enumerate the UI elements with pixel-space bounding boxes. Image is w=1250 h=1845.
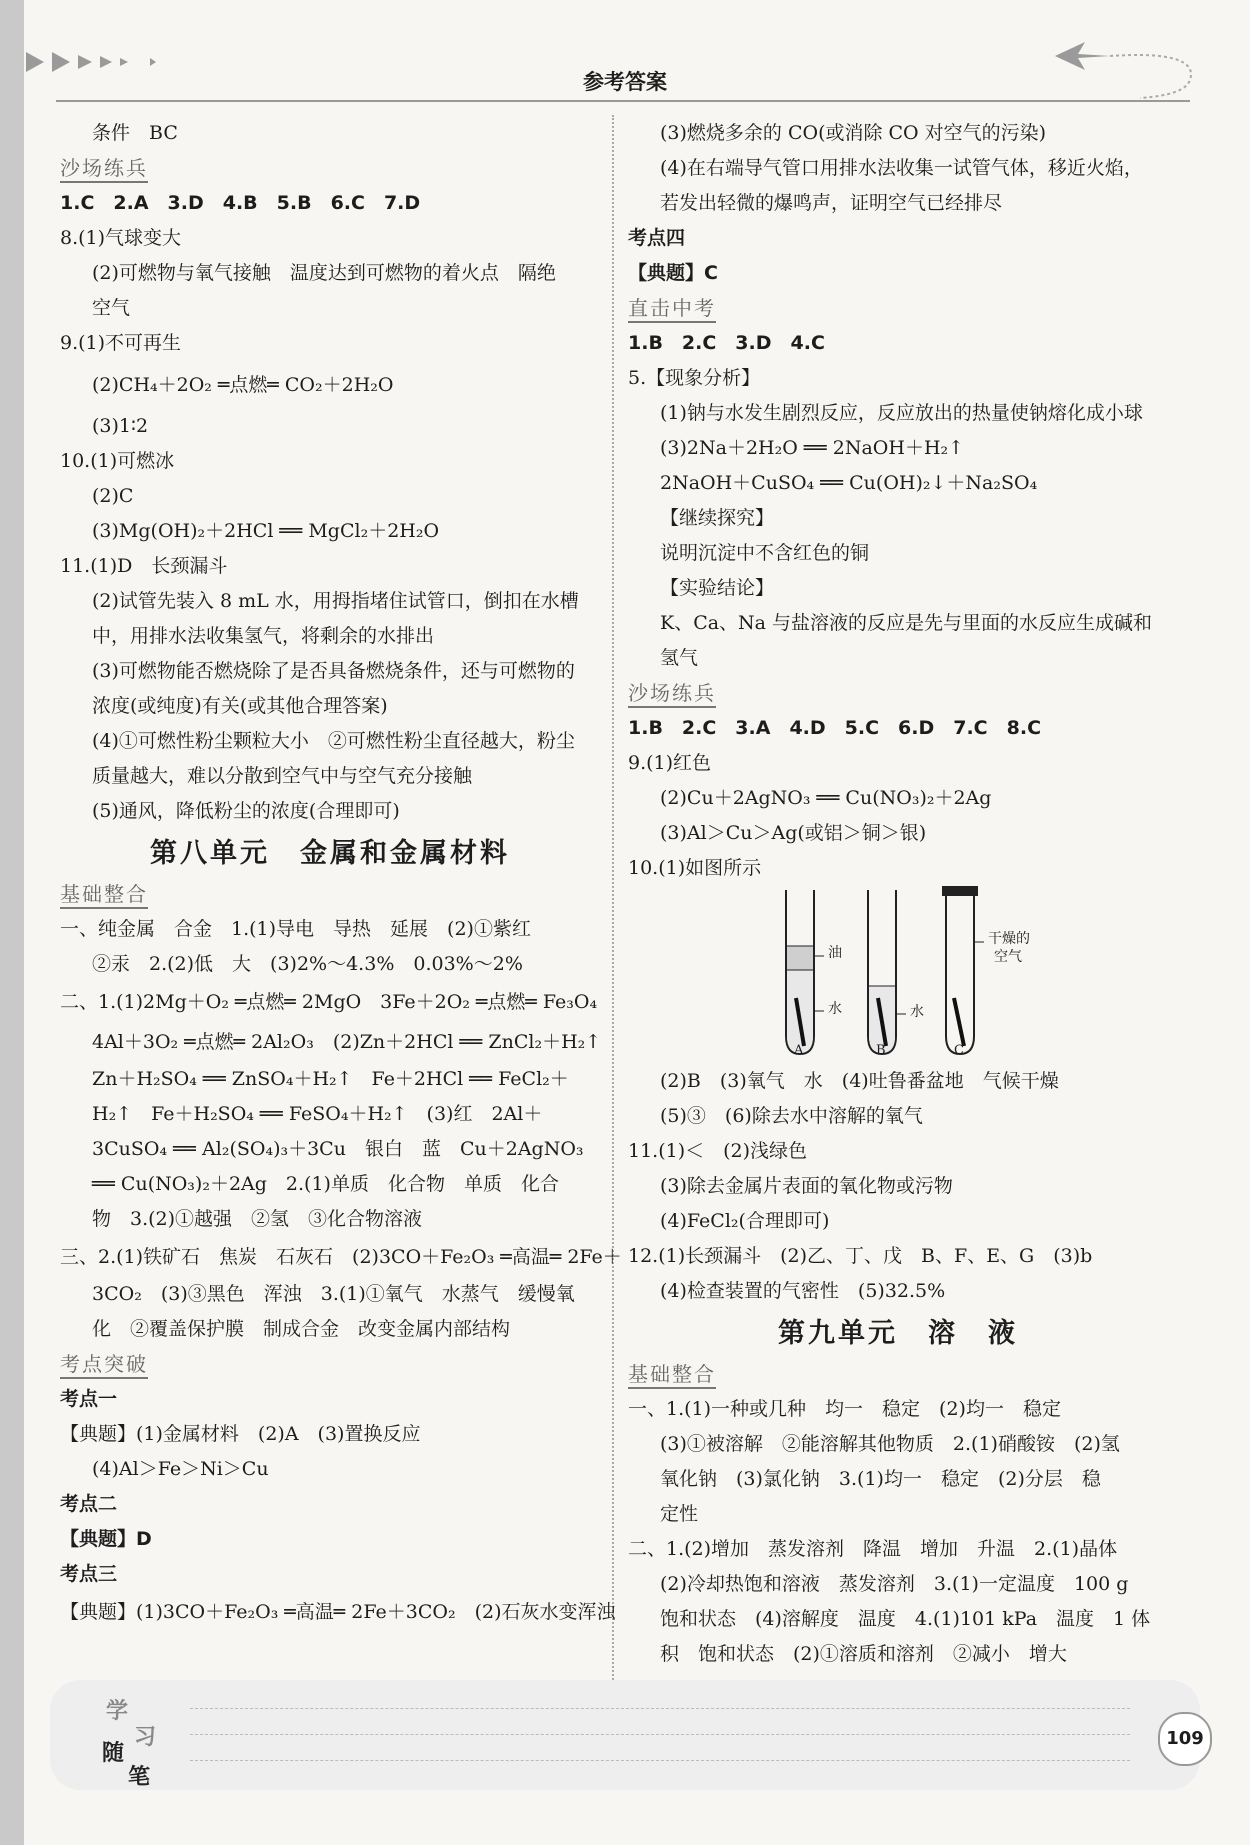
answer-line: (2)B (3)氧气 水 (4)吐鲁番盆地 气候干燥 (660, 1070, 1059, 1092)
answer-line: (5)③ (6)除去水中溶解的氧气 (660, 1105, 923, 1127)
answer-line: 氢气 (660, 647, 699, 669)
answer-line: 10.(1)可燃冰 (60, 450, 175, 472)
study-char: 笔 (128, 1765, 151, 1790)
answer-line: 定性 (660, 1503, 699, 1525)
answer-line: 物 3.(2)①越强 ②氢 ③化合物溶液 (92, 1208, 423, 1230)
answer-line: (4)Al＞Fe＞Ni＞Cu (92, 1458, 269, 1480)
answer-line: 11.(1)＜ (2)浅绿色 (628, 1140, 808, 1162)
page-title: 参考答案 (583, 70, 667, 94)
answer-line: 12.(1)长颈漏斗 (2)乙、丁、戊 B、F、E、G (3)b (628, 1245, 1093, 1267)
note-line (190, 1708, 1130, 1709)
test-tube-diagram (628, 886, 1168, 1064)
answer-line: (3)Al＞Cu＞Ag(或铝＞铜＞银) (660, 822, 927, 844)
answer-line: 一、1.(1)一种或几种 均一 稳定 (2)均一 稳定 (628, 1398, 1061, 1420)
study-char: 学 (106, 1699, 129, 1724)
page-number: 109 (1158, 1712, 1212, 1766)
answer-line: 10.(1)如图所示 (628, 857, 762, 879)
left-edge-band (0, 0, 24, 1845)
answer-line: 3CO₂ (3)③黑色 浑浊 3.(1)①氧气 水蒸气 缓慢氧 (92, 1283, 575, 1305)
section-heading: 沙场练兵 (628, 680, 716, 708)
answer-line: 1.B 2.C 3.D 4.C (628, 332, 825, 354)
equation-line: 2NaOH＋CuSO₄ ══ Cu(OH)₂↓＋Na₂SO₄ (660, 472, 1038, 494)
section-heading: 考点突破 (60, 1351, 148, 1379)
tube-b-label: B (876, 1043, 886, 1058)
left-column (60, 116, 622, 1632)
answer-line: K、Ca、Na 与盐溶液的反应是先与里面的水反应生成碱和 (660, 612, 1153, 634)
answer-line: 质量越大，难以分散到空气中与空气充分接触 (92, 765, 473, 787)
label-dry-air-2: 空气 (994, 949, 1022, 965)
answer-line: 1.B 2.C 3.A 4.D 5.C 6.D 7.C 8.C (628, 717, 1042, 739)
equation-line: 二、1.(1)2Mg＋O₂ ═点燃═ 2MgO 3Fe＋2O₂ ═点燃═ Fe₃O₄ (60, 991, 598, 1013)
equation-line: 3CuSO₄ ══ Al₂(SO₄)₃＋3Cu 银白 蓝 Cu＋2AgNO₃ (92, 1138, 584, 1160)
answer-line: 若发出轻微的爆鸣声，证明空气已经排尽 (660, 192, 1003, 214)
answer-line: 1.C 2.A 3.D 4.B 5.B 6.C 7.D (60, 192, 421, 214)
answer-line: 空气 (92, 297, 131, 319)
unit-title: 第八单元 金属和金属材料 (150, 838, 510, 869)
answer-line: (3)可燃物能否燃烧除了是否具备燃烧条件，还与可燃物的 (92, 660, 575, 682)
subsection-heading: 考点一 (60, 1388, 118, 1410)
answer-line: 8.(1)气球变大 (60, 227, 182, 249)
label-oil: 油 (828, 945, 842, 961)
study-char: 习 (134, 1725, 157, 1750)
answer-line: 9.(1)红色 (628, 752, 712, 774)
answer-line: 积 饱和状态 (2)①溶质和溶剂 ②减小 增大 (660, 1643, 1067, 1665)
answer-line: ②汞 2.(2)低 大 (3)2%～4.3% 0.03%～2% (92, 953, 523, 975)
header-rule (56, 100, 1190, 102)
subsection-heading: 考点二 (60, 1493, 118, 1515)
equation-line: Zn＋H₂SO₄ ══ ZnSO₄＋H₂↑ Fe＋2HCl ══ FeCl₂＋ (92, 1068, 569, 1090)
study-notes-footer (50, 1680, 1200, 1790)
note-line (190, 1734, 1130, 1735)
study-notes-badge (72, 1690, 162, 1790)
answer-line: (3)燃烧多余的 CO(或消除 CO 对空气的污染) (660, 122, 1047, 144)
subsection-heading: 考点三 (60, 1563, 118, 1585)
test-tubes-illustration (628, 886, 1168, 1064)
note-line (190, 1760, 1130, 1761)
answer-line: 二、1.(2)增加 蒸发溶剂 降温 增加 升温 2.(1)晶体 (628, 1538, 1118, 1560)
answer-line: 说明沉淀中不含红色的铜 (660, 542, 870, 564)
equation-line: ══ Cu(NO₃)₂＋2Ag 2.(1)单质 化合物 单质 化合 (92, 1173, 559, 1195)
answer-line: (4)①可燃性粉尘颗粒大小 ②可燃性粉尘直径越大，粉尘 (92, 730, 575, 752)
equation-line: (2)Cu＋2AgNO₃ ══ Cu(NO₃)₂＋2Ag (660, 787, 992, 809)
answer-line: 9.(1)不可再生 (60, 332, 182, 354)
answer-line: 氧化钠 (3)氯化钠 3.(1)均一 稳定 (2)分层 稳 (660, 1468, 1101, 1490)
label-water-a: 水 (828, 1001, 842, 1017)
answer-line: (4)在右端导气管口用排水法收集一试管气体，移近火焰， (660, 157, 1143, 179)
answer-line: (3)1∶2 (92, 415, 149, 437)
answer-line: 浓度(或纯度)有关(或其他合理答案) (92, 695, 388, 717)
section-heading: 基础整合 (628, 1361, 716, 1389)
equation-line: H₂↑ Fe＋H₂SO₄ ══ FeSO₄＋H₂↑ (3)红 2Al＋ (92, 1103, 543, 1125)
text-line: 条件 BC (92, 122, 178, 144)
equation-line: (3)Mg(OH)₂＋2HCl ══ MgCl₂＋2H₂O (92, 520, 440, 542)
label-water-b: 水 (910, 1004, 924, 1020)
unit-title: 第九单元 溶 液 (778, 1318, 1018, 1349)
page-header (0, 0, 1250, 110)
answer-line: (3)除去金属片表面的氧化物或污物 (660, 1175, 953, 1197)
subsection-heading: 考点四 (628, 227, 686, 249)
answer-line: 5.【现象分析】 (628, 367, 761, 389)
tube-c-label: C (954, 1043, 964, 1058)
answer-line: (5)通风，降低粉尘的浓度(合理即可) (92, 800, 400, 822)
answer-line: (3)①被溶解 ②能溶解其他物质 2.(1)硝酸铵 (2)氢 (660, 1433, 1120, 1455)
answer-line: 饱和状态 (4)溶解度 温度 4.(1)101 kPa 温度 1 体 (660, 1608, 1151, 1630)
section-heading: 直击中考 (628, 295, 716, 323)
equation-line: (2)CH₄＋2O₂ ═点燃═ CO₂＋2H₂O (92, 374, 394, 396)
column-divider (612, 115, 614, 1680)
section-heading: 沙场练兵 (60, 155, 148, 183)
answer-line: 化 ②覆盖保护膜 制成合金 改变金属内部结构 (92, 1318, 511, 1340)
answer-line: 中，用排水法收集氢气，将剩余的水排出 (92, 625, 435, 647)
answer-line: (1)钠与水发生剧烈反应，反应放出的热量使钠熔化成小球 (660, 402, 1143, 424)
subsection-heading: 【继续探究】 (660, 507, 775, 529)
answer-line: 【典题】C (628, 262, 718, 284)
section-heading: 基础整合 (60, 881, 148, 909)
subsection-heading: 【实验结论】 (660, 577, 775, 599)
answer-line: (2)可燃物与氧气接触 温度达到可燃物的着火点 隔绝 (92, 262, 556, 284)
equation-line: 【典题】(1)3CO＋Fe₂O₃ ═高温═ 2Fe＋3CO₂ (2)石灰水变浑浊 (60, 1601, 616, 1623)
study-char: 随 (102, 1741, 125, 1766)
label-dry-air: 干燥的 (988, 931, 1030, 947)
answer-line: (2)试管先装入 8 mL 水，用拇指堵住试管口，倒扣在水槽 (92, 590, 579, 612)
tube-a-label: A (794, 1043, 804, 1058)
answer-line: 一、纯金属 合金 1.(1)导电 导热 延展 (2)①紫红 (60, 918, 531, 940)
answer-line: 【典题】D (60, 1528, 152, 1550)
equation-line: 三、2.(1)铁矿石 焦炭 石灰石 (2)3CO＋Fe₂O₃ ═高温═ 2Fe＋ (60, 1246, 622, 1268)
equation-line: (3)2Na＋2H₂O ══ 2NaOH＋H₂↑ (660, 437, 965, 459)
equation-line: 4Al＋3O₂ ═点燃═ 2Al₂O₃ (2)Zn＋2HCl ══ ZnCl₂＋H₂↑ (92, 1031, 602, 1053)
answer-line: (2)C (92, 485, 134, 507)
answer-line: (4)FeCl₂(合理即可) (660, 1210, 830, 1232)
answer-line: (2)冷却热饱和溶液 蒸发溶剂 3.(1)一定温度 100 g (660, 1573, 1129, 1595)
right-column (628, 116, 1168, 1672)
answer-line: 11.(1)D 长颈漏斗 (60, 555, 228, 577)
answer-line: 【典题】(1)金属材料 (2)A (3)置换反应 (60, 1423, 421, 1445)
answer-line: (4)检查装置的气密性 (5)32.5% (660, 1280, 946, 1302)
